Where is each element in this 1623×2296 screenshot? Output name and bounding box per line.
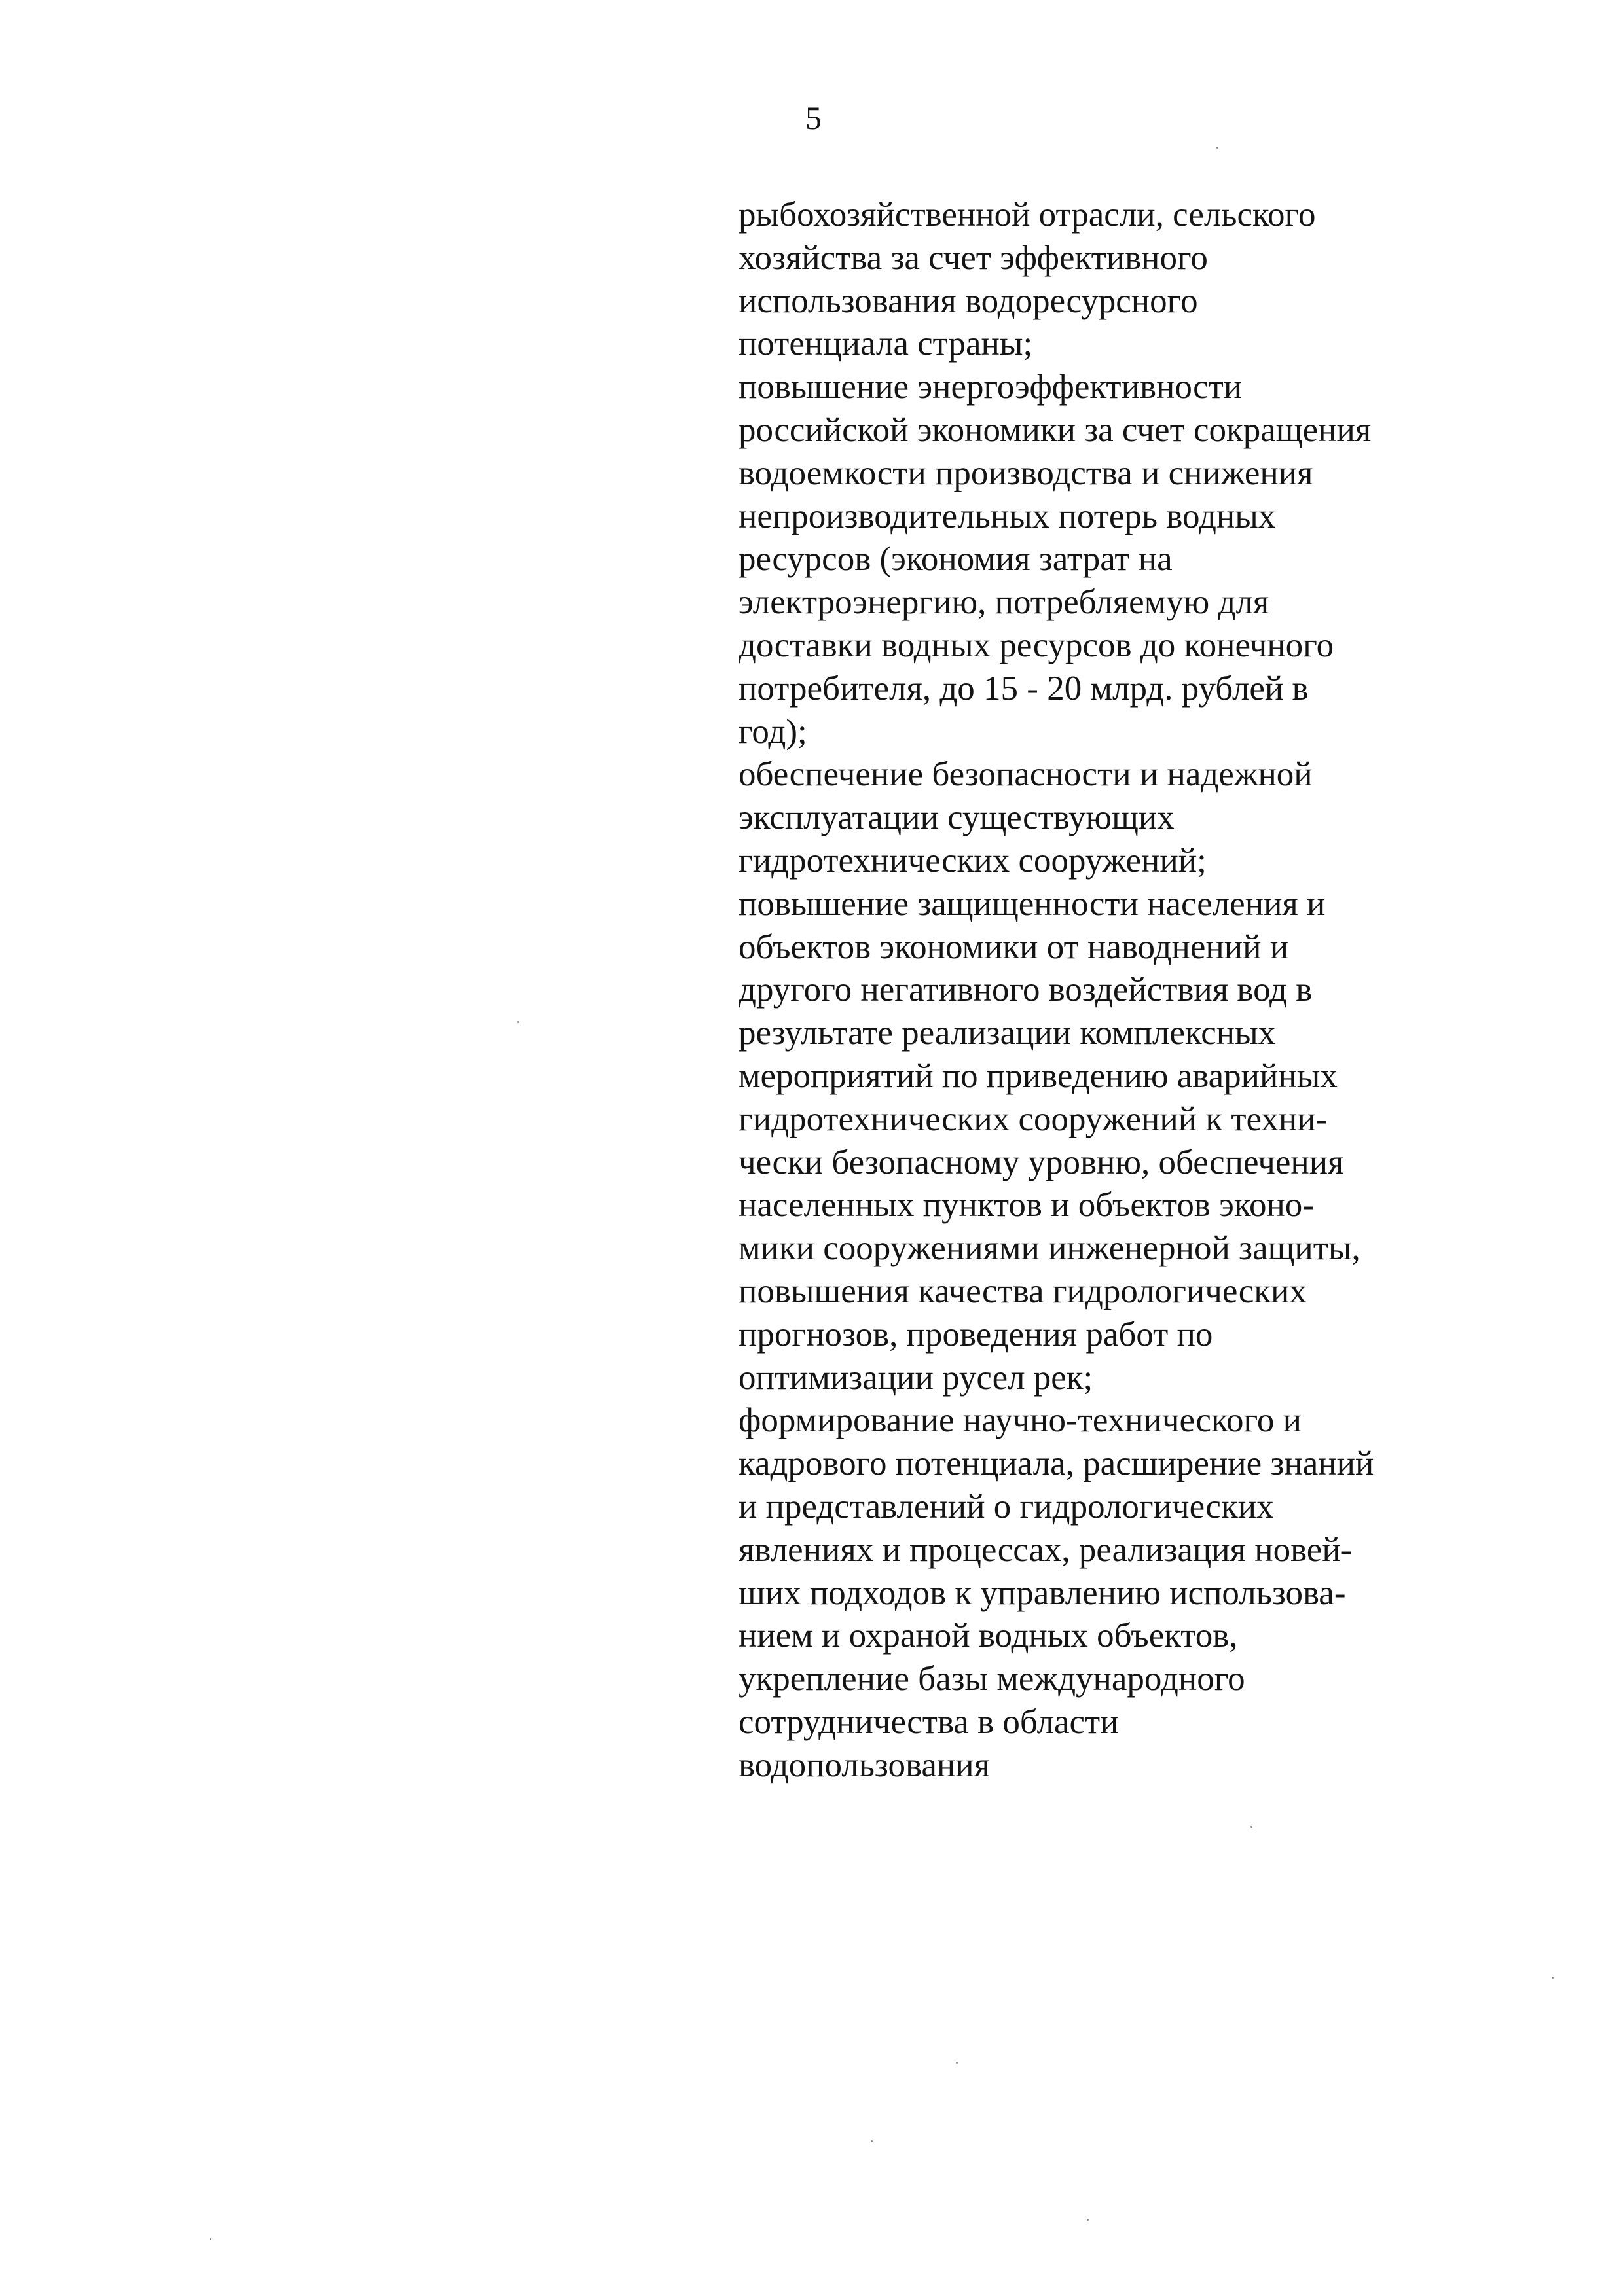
text-line: год); [739,712,807,751]
scan-speck [1250,1826,1252,1828]
text-line: прогнозов, проведения работ по [739,1315,1213,1354]
body-text [739,194,1544,1787]
text-line: нием и охраной водных объектов, [739,1617,1238,1655]
scan-speck [956,2062,958,2064]
page-number: 5 [805,99,822,136]
text-line: другого негативного воздействия вод в [739,971,1313,1009]
text-line: повышение защищенности населения и [739,884,1326,923]
text-line: чески безопасному уровню, обеспечения [739,1143,1344,1181]
text-line: оптимизации русел рек; [739,1358,1093,1397]
text-line: кадрового потенциала, расширение знаний [739,1444,1374,1483]
text-line: результате реализации комплексных [739,1014,1276,1052]
text-line: гидротехнических сооружений к техни- [739,1100,1328,1138]
scan-speck [210,2238,211,2240]
text-line: повышение энергоэффективности [739,368,1243,406]
scan-speck [1087,2219,1089,2221]
text-line: ших подходов к управлению использова- [739,1573,1346,1612]
text-line: электроэнергию, потребляемую для [739,583,1269,622]
text-line: формирование научно-технического и [739,1401,1302,1440]
text-line: использования водоресурсного [739,281,1198,320]
scan-speck [1552,1977,1554,1979]
text-line: доставки водных ресурсов до конечного [739,626,1334,664]
scan-speck [871,2140,873,2142]
text-line: укрепление базы международного [739,1660,1245,1698]
text-line: эксплуатации существующих [739,798,1175,837]
text-line: рыбохозяйственной отрасли, сельского [739,196,1316,234]
text-line: сотрудничества в области [739,1702,1119,1741]
text-line: мероприятий по приведению аварийных [739,1056,1338,1095]
scan-speck [517,1021,519,1023]
text-line: повышения качества гидрологических [739,1272,1307,1310]
text-line: потенциала страны; [739,325,1033,363]
text-line: непроизводительных потерь водных [739,497,1276,535]
text-line: объектов экономики от наводнений и [739,927,1289,966]
text-line: гидротехнических сооружений; [739,841,1207,880]
text-line: хозяйства за счет эффективного [739,238,1208,277]
text-line: водоемкости производства и снижения [739,454,1313,492]
text-line: российской экономики за счет сокращения [739,410,1372,449]
text-line: водопользования [739,1746,990,1784]
text-line: потребителя, до 15 - 20 млрд. рублей в [739,669,1309,708]
text-line: и представлений о гидрологических [739,1487,1274,1526]
scan-speck [1216,147,1218,149]
text-line: ресурсов (экономия затрат на [739,540,1173,579]
text-line: населенных пунктов и объектов эконо- [739,1186,1314,1225]
text-line: явлениях и процессах, реализация новей- [739,1530,1353,1569]
text-line: обеспечение безопасности и надежной [739,755,1313,794]
text-line: мики сооружениями инженерной защиты, [739,1229,1360,1268]
